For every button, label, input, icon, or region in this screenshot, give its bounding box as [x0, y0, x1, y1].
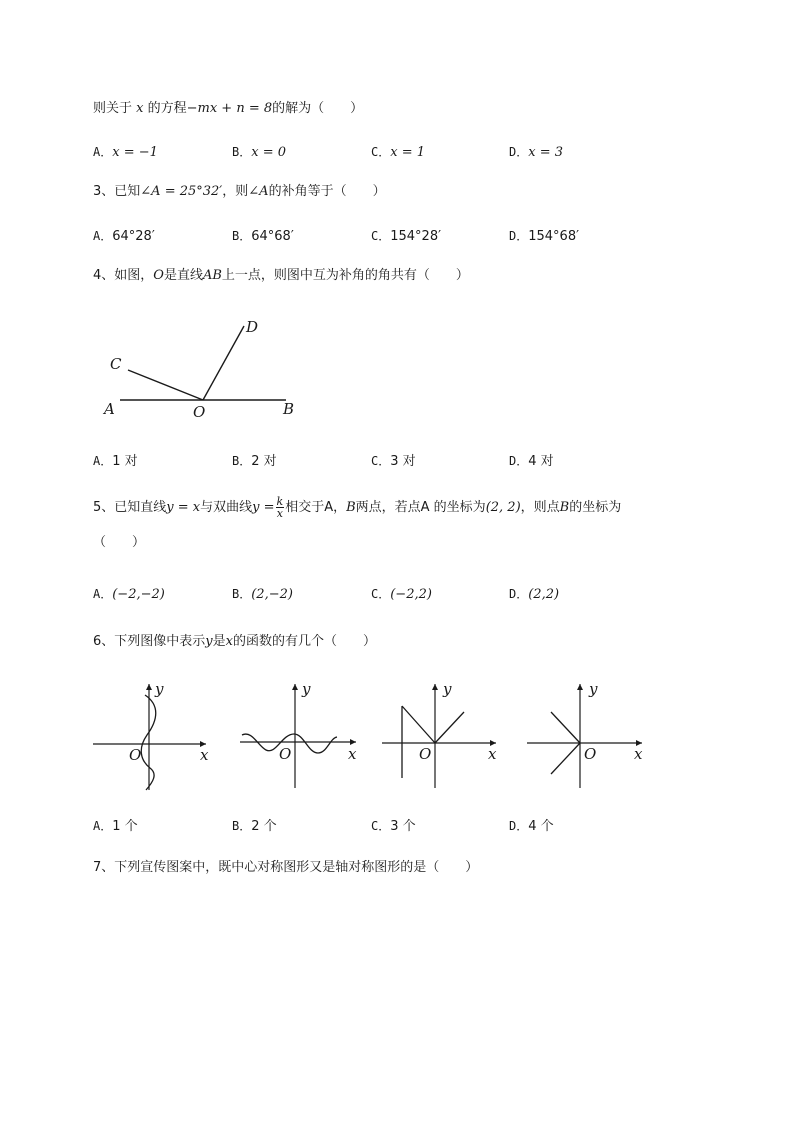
- q2-option-a[interactable]: A．x = −1: [93, 145, 158, 160]
- graph-4-upper-ray: [551, 712, 580, 743]
- q2-option-b[interactable]: B．x = 0: [232, 145, 286, 160]
- graph-4: [527, 680, 643, 788]
- q7-stem: 7、下列宣传图案中，既中心对称图形又是轴对称图形的是（ ）: [93, 860, 479, 875]
- q4-option-a[interactable]: A．1 对: [93, 454, 138, 469]
- q3-option-c[interactable]: C．154°28′: [371, 229, 442, 244]
- graph-1-y-label: y: [155, 680, 164, 698]
- graph-1-origin-label: O: [129, 746, 142, 764]
- q4-option-d[interactable]: D．4 对: [509, 454, 554, 469]
- q5-stem: 5、已知直线y = x与双曲线y = $\frac{k}{x}$ 相交于A，B两点，若点A 的坐标为(2, 2)，则点B的坐标为: [93, 495, 622, 520]
- q6-option-c[interactable]: C．3 个: [371, 819, 416, 834]
- q6-option-d[interactable]: D．4 个: [509, 819, 554, 834]
- graph-2: [240, 680, 357, 788]
- graph-3: [382, 680, 497, 788]
- graph-3-x-label: x: [488, 745, 497, 763]
- q5-option-b[interactable]: B．(2,−2): [232, 587, 293, 602]
- q3-option-b[interactable]: B．64°68′: [232, 229, 294, 244]
- graph-2-origin-label: O: [279, 745, 292, 763]
- q6-stem: 6、下列图像中表示y是x的函数的有几个（ ）: [93, 634, 377, 649]
- q5-option-d[interactable]: D．(2,2): [509, 587, 560, 602]
- label-b: B: [283, 400, 295, 418]
- graph-3-y-label: y: [443, 680, 452, 698]
- q5-option-a[interactable]: A．(−2,−2): [93, 587, 165, 602]
- q2-stem: 则关于 x 的方程−mx + n = 8的解为（ ）: [93, 101, 364, 116]
- graph-1-x-label: x: [200, 746, 209, 764]
- graph-3-origin-label: O: [419, 745, 432, 763]
- q4-option-b[interactable]: B．2 对: [232, 454, 277, 469]
- graph-4-lower-ray: [551, 743, 580, 774]
- label-o: O: [193, 403, 206, 421]
- graph-4-y-label: y: [589, 680, 598, 698]
- q3-stem: 3、已知∠A = 25°32′，则∠A的补角等于（ ）: [93, 184, 386, 199]
- graph-4-origin-label: O: [584, 745, 597, 763]
- q3-option-a[interactable]: A．64°28′: [93, 229, 155, 244]
- q5-option-c[interactable]: C．(−2,2): [371, 587, 432, 602]
- graph-3-right-ray: [435, 712, 464, 743]
- graph-2-x-label: x: [348, 745, 357, 763]
- q3-option-d[interactable]: D．154°68′: [509, 229, 580, 244]
- graph-1: [93, 680, 209, 790]
- q4-stem: 4、如图，O是直线AB上一点，则图中互为补角的角共有（ ）: [93, 268, 469, 283]
- q6-option-a[interactable]: A．1 个: [93, 819, 138, 834]
- label-c: C: [110, 355, 122, 373]
- graph-3-left-ray: [402, 706, 435, 743]
- fraction-k-over-x: $\frac{k}{x}$: [276, 495, 284, 520]
- q2-option-d[interactable]: D．x = 3: [509, 145, 563, 160]
- q2-option-c[interactable]: C．x = 1: [371, 145, 425, 160]
- q4-option-c[interactable]: C．3 对: [371, 454, 416, 469]
- graph-4-x-label: x: [634, 745, 643, 763]
- label-d: D: [246, 318, 259, 336]
- q5-stem-line2: （ ）: [93, 535, 146, 550]
- q6-option-b[interactable]: B．2 个: [232, 819, 277, 834]
- graph-2-y-label: y: [302, 680, 311, 698]
- label-a: A: [104, 400, 115, 418]
